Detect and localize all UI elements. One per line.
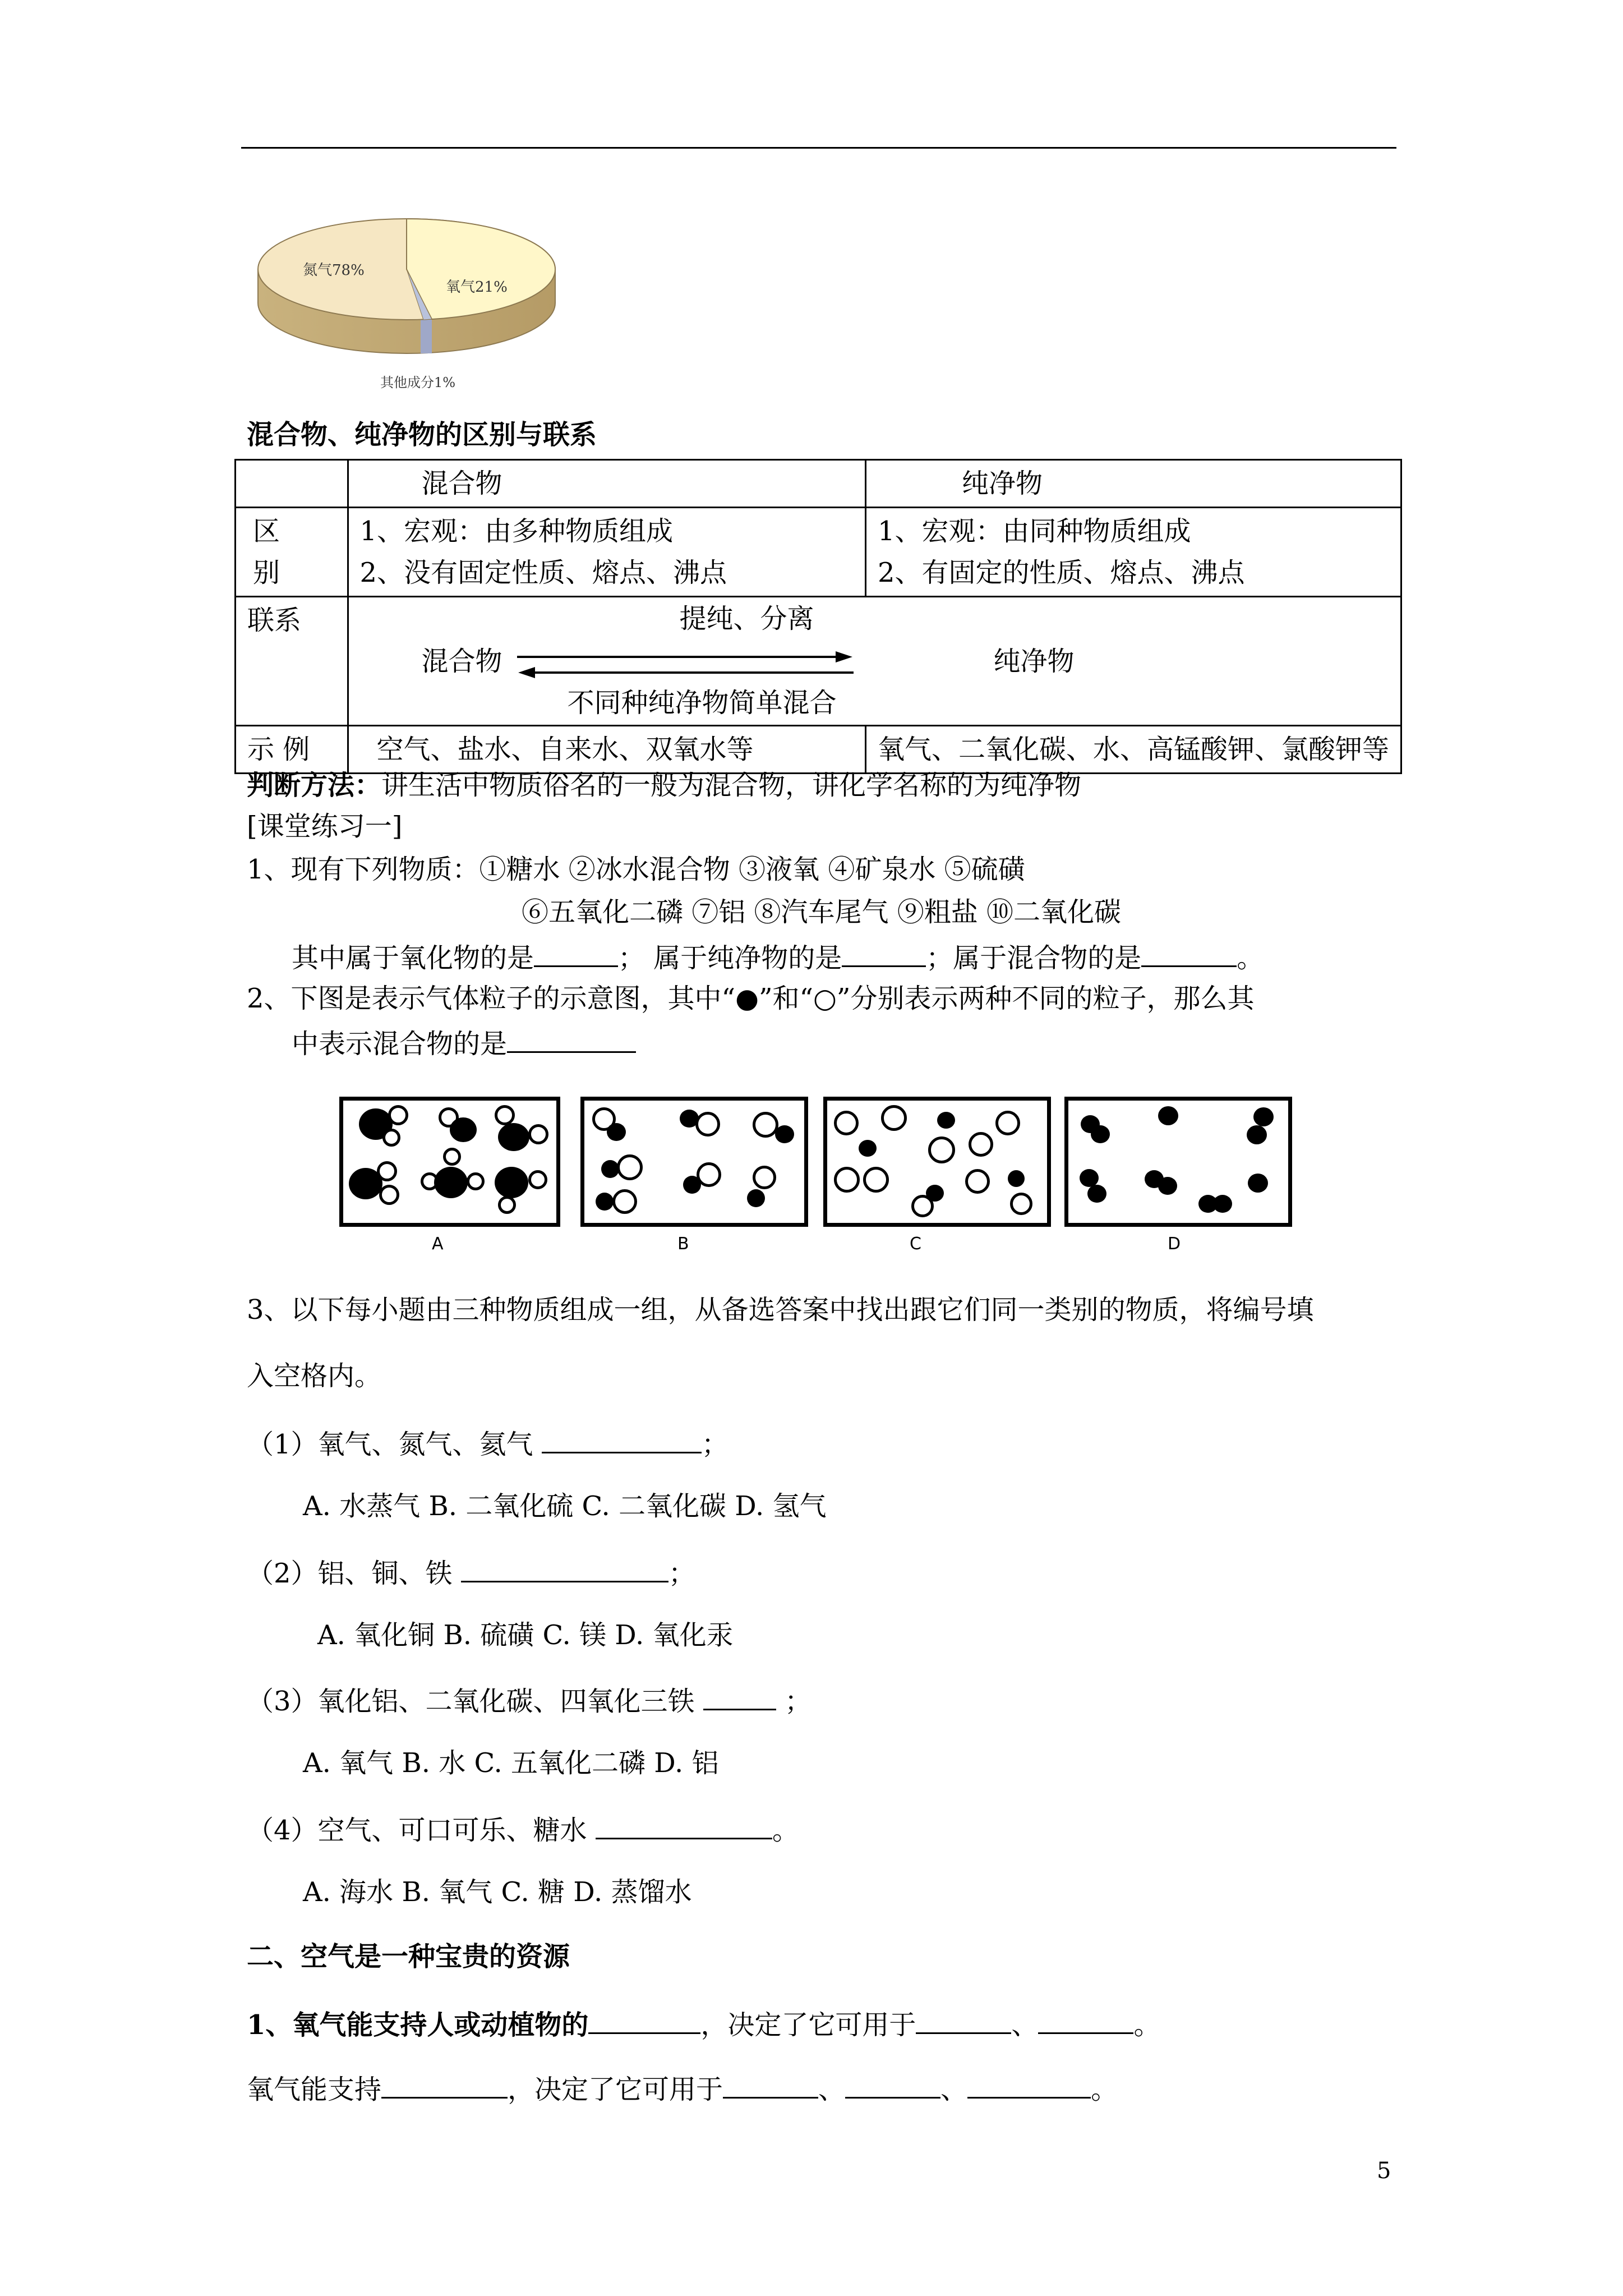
q2-line2 [292,1024,636,1061]
relation-bottom-text: 不同种纯净物简单混合 [567,687,837,719]
pure-difference-2: 2、有固定的性质、熔点、沸点 [877,557,1245,588]
q3-sub1 [247,1425,728,1461]
header-rule [241,147,1396,149]
s2-l2-blank4[interactable] [967,2070,1091,2099]
q1-mixture-label: ；属于混合物的是 [926,942,1142,974]
air-composition-pie [252,202,566,404]
pure-difference-1: 1、宏观：由同种物质组成 [877,516,1191,547]
s2-l2-text-a: 氧气能支持 [247,2074,382,2105]
header-mixture: 混合物 [348,460,865,508]
particle-box-c [823,1097,1051,1227]
q3-sub1-end: ； [701,1429,728,1460]
q2-blank[interactable] [507,1024,636,1053]
q3-sub3-text: （3）氧化铝、二氧化碳、四氧化三铁 [247,1686,703,1717]
q3-sub2-text: （2）铝、铜、铁 [247,1558,461,1589]
q3-sub2 [247,1554,695,1590]
pie-label-oxygen: 氧气21% [446,279,508,296]
s2-l2-text-e: 。 [1091,2074,1118,2105]
particle-box-d [1064,1097,1292,1227]
s2-l2-text-d: 、 [940,2074,968,2105]
relation-arrows [517,647,854,680]
s2-l1-blank3[interactable] [1038,2005,1133,2034]
q3-sub2-end: ； [668,1558,695,1589]
particle-box-a [339,1097,560,1227]
relation-left-text: 混合物 [421,646,502,677]
q3-sub3 [247,1682,811,1718]
q1-oxide-blank[interactable] [534,938,618,967]
s2-l2-text-b: ，决定了它可用于 [508,2074,723,2105]
section2-title: 二、空气是一种宝贵的资源 [247,1941,570,1972]
relation-top-text: 提纯、分离 [679,603,814,634]
q2-prompt: 中表示混合物的是 [292,1028,508,1060]
relation-cell [348,597,1401,726]
particle-label-a: A [432,1234,444,1254]
s2-l1-text-a: 1、氧气能支持人或动植物的 [247,2009,589,2041]
q1-line2: ⑥五氧化二磷 ⑦铝 ⑧汽车尾气 ⑨粗盐 ⑩二氧化碳 [522,896,1122,928]
pie-other-side [421,320,432,353]
q3-sub3-blank[interactable] [703,1682,776,1710]
pure-difference-cell [865,508,1401,597]
s2-l2-text-c: 、 [818,2074,846,2105]
q1-pure-label: ； 属于纯净物的是 [618,942,842,974]
q3-sub4-options: A. 海水 B. 氧气 C. 糖 D. 蒸馏水 [303,1876,692,1908]
q1-period: 。 [1237,942,1264,974]
header-pure: 纯净物 [865,460,1401,508]
section2-line1 [247,2005,1160,2042]
particle-label-b: B [677,1234,689,1254]
q1-mixture-blank[interactable] [1141,938,1237,967]
q3-sub1-text: （1）氧气、氮气、氦气 [247,1429,542,1460]
pie-label-nitrogen: 氮气78% [303,262,365,279]
q3-sub4 [247,1811,799,1847]
s2-l1-text-b: ，决定了它可用于 [700,2009,916,2041]
s2-l2-blank1[interactable] [381,2070,508,2099]
q3-sub4-end: 。 [772,1815,799,1846]
particle-label-c: C [910,1234,921,1254]
q3-sub2-blank[interactable] [461,1554,668,1582]
q1-line1: 1、现有下列物质：①糖水 ②冰水混合物 ③液氧 ④矿泉水 ⑤硫磺 [247,854,1025,885]
s2-l1-text-c: 、 [1011,2009,1039,2041]
q1-pure-blank[interactable] [842,938,926,967]
table-title: 混合物、纯净物的区别与联系 [247,419,597,450]
judge-text: 讲生活中物质俗名的一般为混合物，讲化学名称的为纯净物 [381,770,1082,801]
mixture-difference-cell [348,508,865,597]
particle-box-b [580,1097,808,1227]
mixture-difference-2: 2、没有固定性质、熔点、沸点 [359,557,727,588]
pure-examples: 氧气、二氧化碳、水、高锰酸钾、氯酸钾等 [865,726,1401,774]
q3-intro-1: 3、以下每小题由三种物质组成一组，从备选答案中找出跟它们同一类别的物质，将编号填 [247,1294,1314,1326]
judge-label: 判断方法： [247,770,382,801]
row-label-difference: 区 别 [236,508,348,597]
comparison-table [234,459,1402,774]
s2-l2-blank3[interactable] [845,2070,940,2099]
row-label-example: 示 例 [236,726,348,774]
s2-l2-blank2[interactable] [723,2070,818,2099]
q2-line1: 2、下图是表示气体粒子的示意图，其中“●”和“○”分别表示两种不同的粒子，那么其 [247,983,1255,1014]
q3-sub1-options: A. 水蒸气 B. 二氧化硫 C. 二氧化碳 D. 氢气 [303,1490,827,1522]
q1-oxide-label: 其中属于氧化物的是 [292,942,534,974]
section2-line2 [247,2070,1118,2106]
row-label-relation: 联系 [236,597,348,726]
judge-method [247,769,1081,802]
s2-l1-blank2[interactable] [916,2005,1011,2034]
particle-label-d: D [1168,1234,1181,1254]
table-corner [236,460,348,508]
page-number: 5 [1377,2158,1391,2184]
pie-label-other: 其他成分1% [380,375,456,390]
exercise-title: [课堂练习一] [247,811,403,842]
relation-right-text: 纯净物 [993,646,1075,677]
mixture-examples: 空气、盐水、自来水、双氧水等 [348,726,865,774]
s2-l1-text-d: 。 [1133,2009,1161,2041]
s2-l1-blank1[interactable] [588,2005,700,2034]
q3-sub4-blank[interactable] [596,1811,772,1839]
q3-intro-2: 入空格内。 [247,1360,382,1392]
q1-line3 [292,938,1264,975]
q3-sub4-text: （4）空气、可口可乐、糖水 [247,1815,596,1846]
q3-sub1-blank[interactable] [542,1425,702,1453]
mixture-difference-1: 1、宏观：由多种物质组成 [359,516,674,547]
q3-sub3-options: A. 氧气 B. 水 C. 五氧化二磷 D. 铝 [303,1747,719,1779]
q3-sub2-options: A. 氧化铜 B. 硫磺 C. 镁 D. 氧化汞 [317,1619,734,1651]
q3-sub3-end: ； [776,1686,812,1717]
